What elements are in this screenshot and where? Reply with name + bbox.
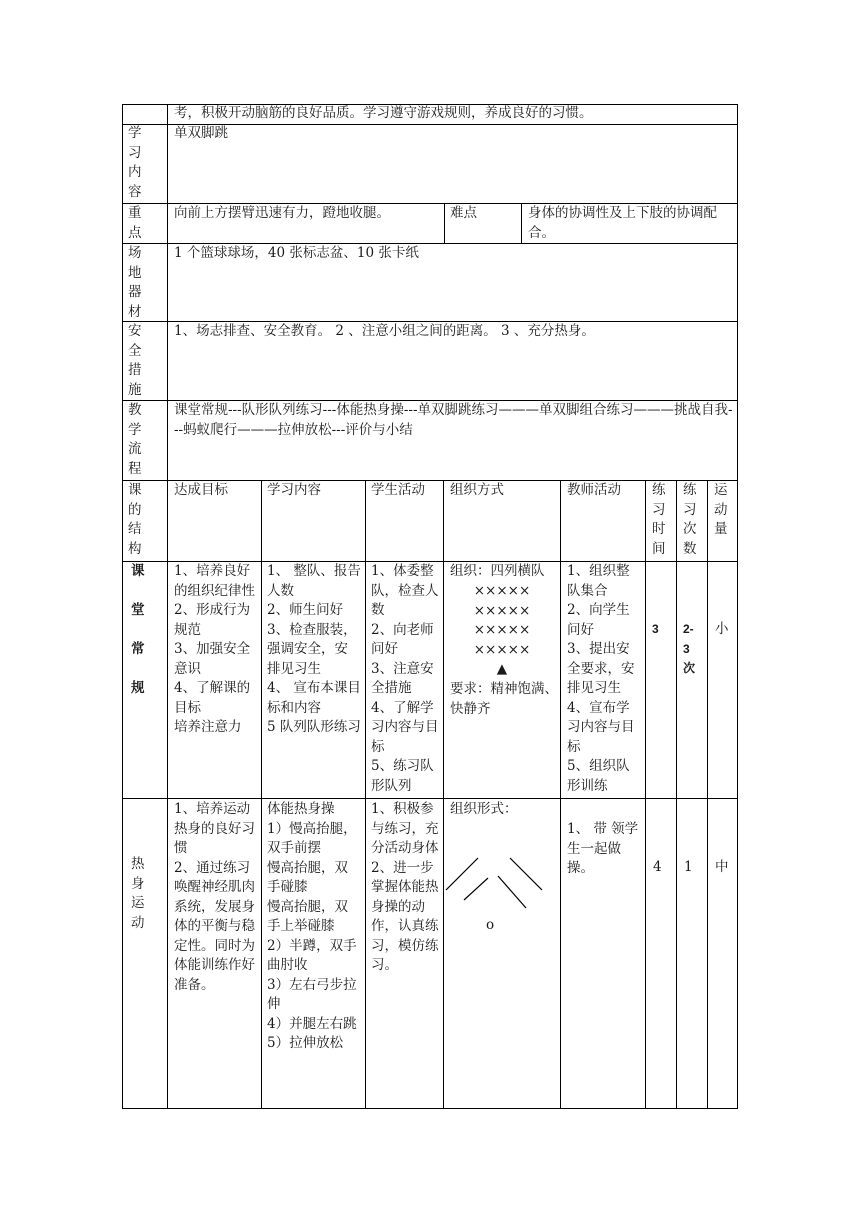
difficulty-label: 难点 bbox=[450, 205, 477, 221]
formation-row: ××××× bbox=[473, 602, 531, 619]
safety-text: 1、场志排查、安全教育。 2 、注意小组之间的距离。 3 、充分热身。 bbox=[174, 323, 595, 339]
routine-time: 3 bbox=[652, 622, 659, 636]
key-row-label: 重 点 bbox=[128, 205, 142, 241]
warmup-org-title: 组织形式： bbox=[450, 801, 518, 817]
formation-line bbox=[464, 878, 488, 900]
flow-row-label: 教 学 流 程 bbox=[128, 402, 142, 477]
warmup-time: 4 bbox=[653, 859, 662, 875]
routine-row-label: 课 堂 常 规 bbox=[131, 563, 145, 696]
header-content: 学习内容 bbox=[267, 482, 321, 498]
header-count: 练 习 次 数 bbox=[683, 482, 697, 557]
routine-goals: 1、培养良好的组织纪律性 2、形成行为规范 3、加强安全意识 4、了解课的目标 培养注意力 bbox=[174, 563, 255, 735]
content-row-label: 学 习 内 容 bbox=[128, 125, 142, 200]
content-row-text: 单双脚跳 bbox=[174, 125, 228, 141]
header-time: 练 习 时 间 bbox=[652, 482, 666, 557]
routine-student: 1、体委整队，检查人数 2、向老师问好 3、注意安全措施 4、了解学习内容与目标 5、练习队形队列 bbox=[371, 563, 439, 794]
routine-count: 2- 3 次 bbox=[683, 622, 696, 675]
header-teacher: 教师活动 bbox=[567, 482, 621, 498]
routine-content: 1、 整队、报告人数 2、师生问好 3、检查服装，强调安全，安排见习生 4、 宣布本课目标和内容 5 队列队形练习 bbox=[267, 563, 361, 735]
formation-line bbox=[446, 858, 478, 890]
warmup-count: 1 bbox=[684, 859, 693, 875]
formation-diagram bbox=[462, 582, 542, 680]
header-organization: 组织方式 bbox=[450, 482, 504, 498]
warmup-intensity: 中 bbox=[715, 859, 729, 875]
top-row-text: 考，积极开动脑筋的良好品质。学习遵守游戏规则，养成良好的习惯。 bbox=[174, 105, 593, 121]
safety-row-label: 安 全 措 施 bbox=[128, 323, 142, 398]
teacher-position-icon: o bbox=[486, 917, 495, 933]
header-goals: 达成目标 bbox=[174, 482, 228, 498]
routine-org-requirement: 要求：精神饱满、快静齐 bbox=[450, 681, 558, 717]
header-student: 学生活动 bbox=[371, 482, 425, 498]
formation-row: ××××× bbox=[473, 641, 531, 658]
warmup-teacher: 1、 带 领学生一起做操。 bbox=[567, 821, 639, 876]
warmup-content: 体能热身操 1）慢高抬腿，双手前摆 慢高抬腿，双手碰膝 慢高抬腿，双手上举碰膝 2）半蹲，双手曲肘收 3）左右弓步拉伸 4）并腿左右跳 5）拉伸放松 bbox=[267, 801, 357, 1051]
formation-line bbox=[498, 876, 526, 908]
formation-row: ××××× bbox=[473, 622, 531, 638]
header-intensity: 运 动 量 bbox=[714, 482, 728, 537]
warmup-goals: 1、培养运动热身的良好习惯 2、通过练习唤醒神经肌肉系统，发展身体的平衡与稳定性。同时为体能训练作好准备。 bbox=[174, 801, 255, 993]
routine-org-title: 组织：四列横队 bbox=[450, 563, 545, 579]
header-structure: 课 的 结 构 bbox=[128, 482, 142, 557]
warmup-student: 1、积极参与练习，充分活动身体 2、进一步掌握体能热身操的动作，认真练习，模仿练习。 bbox=[371, 801, 439, 973]
equipment-text: 1 个篮球球场，40 张标志盆、10 张卡纸 bbox=[174, 245, 419, 261]
warmup-formation-diagram bbox=[444, 852, 544, 912]
routine-intensity: 小 bbox=[715, 621, 729, 637]
key-point-text: 向前上方摆臂迅速有力，蹬地收腿。 bbox=[174, 205, 390, 221]
flow-text: 课堂常规---队形队列练习---体能热身操---单双脚跳练习———单双脚组合练习———挑战自我---蚂蚁爬行———拉伸放松---评价与小结 bbox=[174, 402, 733, 438]
routine-teacher: 1、组织整队集合 2、向学生问好 3、提出安全要求，安排见习生 4、宣布学习内容与目标 5、组织队形训练 bbox=[567, 563, 635, 794]
formation-row: ××××× bbox=[473, 583, 531, 599]
equipment-row-label: 场 地 器 材 bbox=[128, 245, 142, 320]
teacher-position-icon: ▲ bbox=[496, 661, 508, 677]
warmup-row-label: 热 身 运 动 bbox=[131, 856, 145, 931]
difficulty-text: 身体的协调性及上下肢的协调配合。 bbox=[528, 205, 717, 241]
formation-line bbox=[510, 858, 542, 890]
